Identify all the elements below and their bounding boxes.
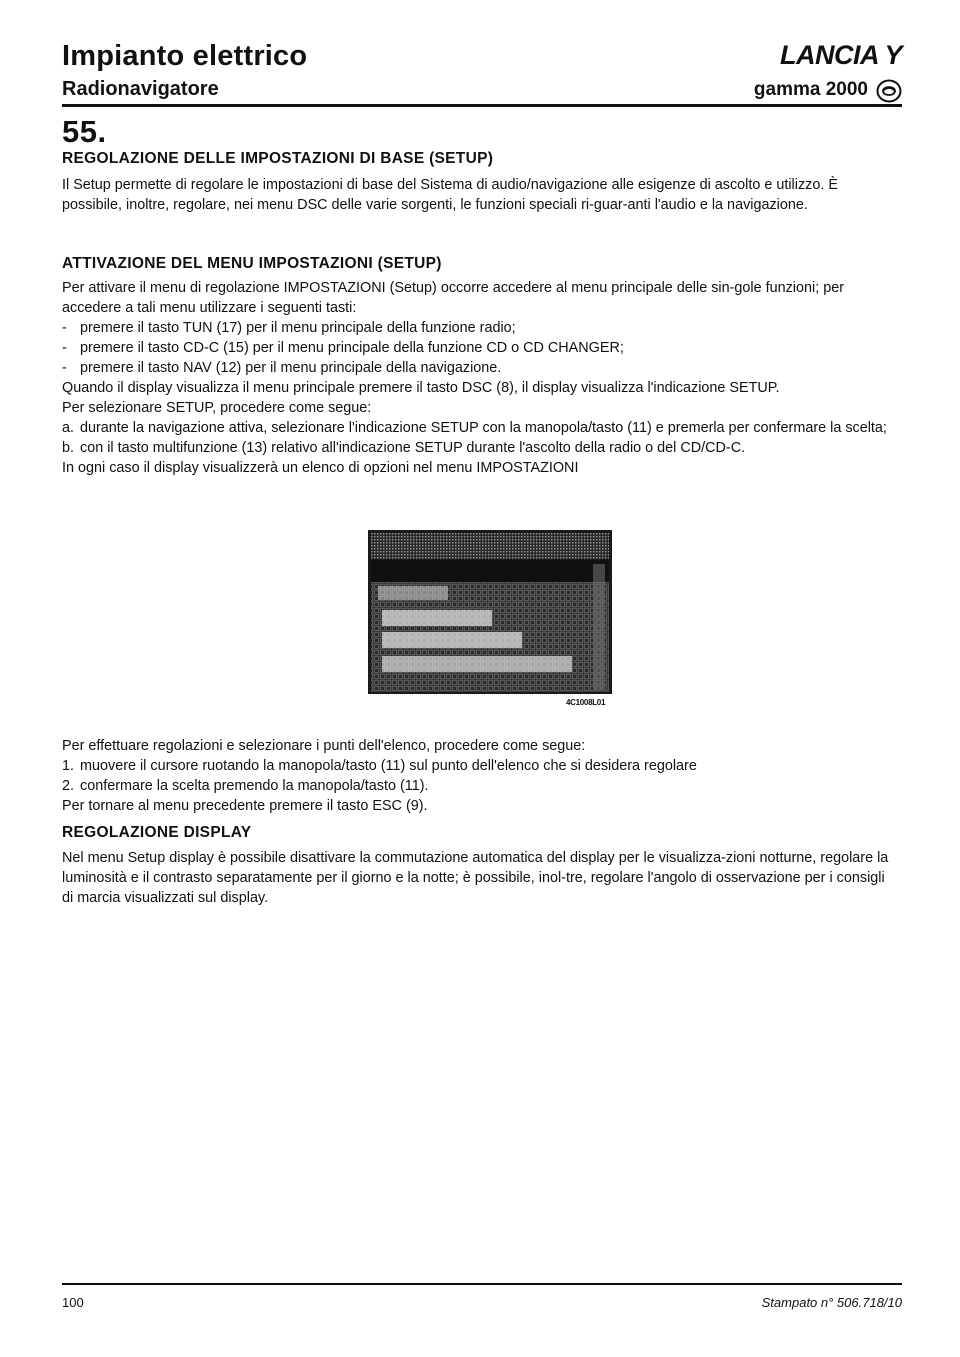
header-brand: LANCIA Y [779,40,902,70]
radio-disc-icon [876,79,902,103]
activation-block [62,278,898,478]
adjust-text-2: Per tornare al menu precedente premere il tasto ESC (9). [62,798,428,814]
heading-display: REGOLAZIONE DISPLAY [62,824,252,841]
section-number: 55. [62,114,107,149]
figure-code: 4C1008L01 [566,698,606,707]
paragraph-setup: Il Setup permette di regolare le impostazioni di base del Sistema di audio/navigazione alle esigenze di ascolto e utilizzo. È possibile, inoltre, regolare, nei menu DSC delle varie sorgenti, le funzioni speciali ri-guar-anti l'audio e la navigazione. [62,177,838,213]
print-reference: Stampato n° 506.718/10 [761,1295,902,1310]
adjust-text-1: Per effettuare regolazioni e selezionare i punti dell'elenco, procedere come segue: [62,738,586,754]
setup-display-image [368,530,612,694]
page-header [62,0,902,108]
footer-rule [62,1283,902,1285]
key-list [62,318,898,378]
activation-intro: Per attivare il menu di regolazione IMPOSTAZIONI (Setup) occorre accedere al menu principale delle sin-gole funzioni; per accedere a tali menu utilizzare i seguenti tasti: [62,280,844,316]
header-rule [62,104,902,107]
manual-page [62,0,902,1310]
paragraph-display: Nel menu Setup display è possibile disattivare la commutazione automatica del display per le visualizza-zioni notturne, regolare la luminosità e il contrasto separatamente per il giorno e la notte; è possibile, inol-tre, regolare l'angolo di osservazione per i consigli di marcia visualizzati sul display. [62,850,889,906]
adjust-block [62,736,898,816]
list-item: a. durante la navigazione attiva, selezionare l'indicazione SETUP con la manopola/tasto (11) e premerla per confermare la scelta; [62,420,887,436]
step-list [62,418,898,458]
list-item: - premere il tasto NAV (12) per il menu principale della navigazione. [62,360,502,376]
heading-setup: REGOLAZIONE DELLE IMPOSTAZIONI DI BASE (SETUP) [62,150,494,167]
adjust-list [62,756,898,796]
header-range: gamma 2000 [753,79,868,100]
list-item: - premere il tasto CD-C (15) per il menu principale della funzione CD o CD CHANGER; [62,340,624,356]
list-item: b. con il tasto multifunzione (13) relativo all'indicazione SETUP durante l'ascolto della radio o del CD/CD-C. [62,440,746,456]
activation-text-4: In ogni caso il display visualizzerà un elenco di opzioni nel menu IMPOSTAZIONI [62,460,579,476]
page-number: 100 [62,1295,84,1310]
header-subtitle: Radionavigatore [62,78,219,100]
activation-text-2: Quando il display visualizza il menu principale premere il tasto DSC (8), il display visualizza l'indicazione SETUP. [62,380,780,396]
list-item: 2. confermare la scelta premendo la manopola/tasto (11). [62,778,429,794]
activation-text-3: Per selezionare SETUP, procedere come segue: [62,400,372,416]
header-title: Impianto elettrico [62,40,308,72]
list-item: - premere il tasto TUN (17) per il menu principale della funzione radio; [62,320,516,336]
heading-activation: ATTIVAZIONE DEL MENU IMPOSTAZIONI (SETUP) [62,255,442,272]
list-item: 1. muovere il cursore ruotando la manopola/tasto (11) sul punto dell'elenco che si desidera regolare [62,758,697,774]
